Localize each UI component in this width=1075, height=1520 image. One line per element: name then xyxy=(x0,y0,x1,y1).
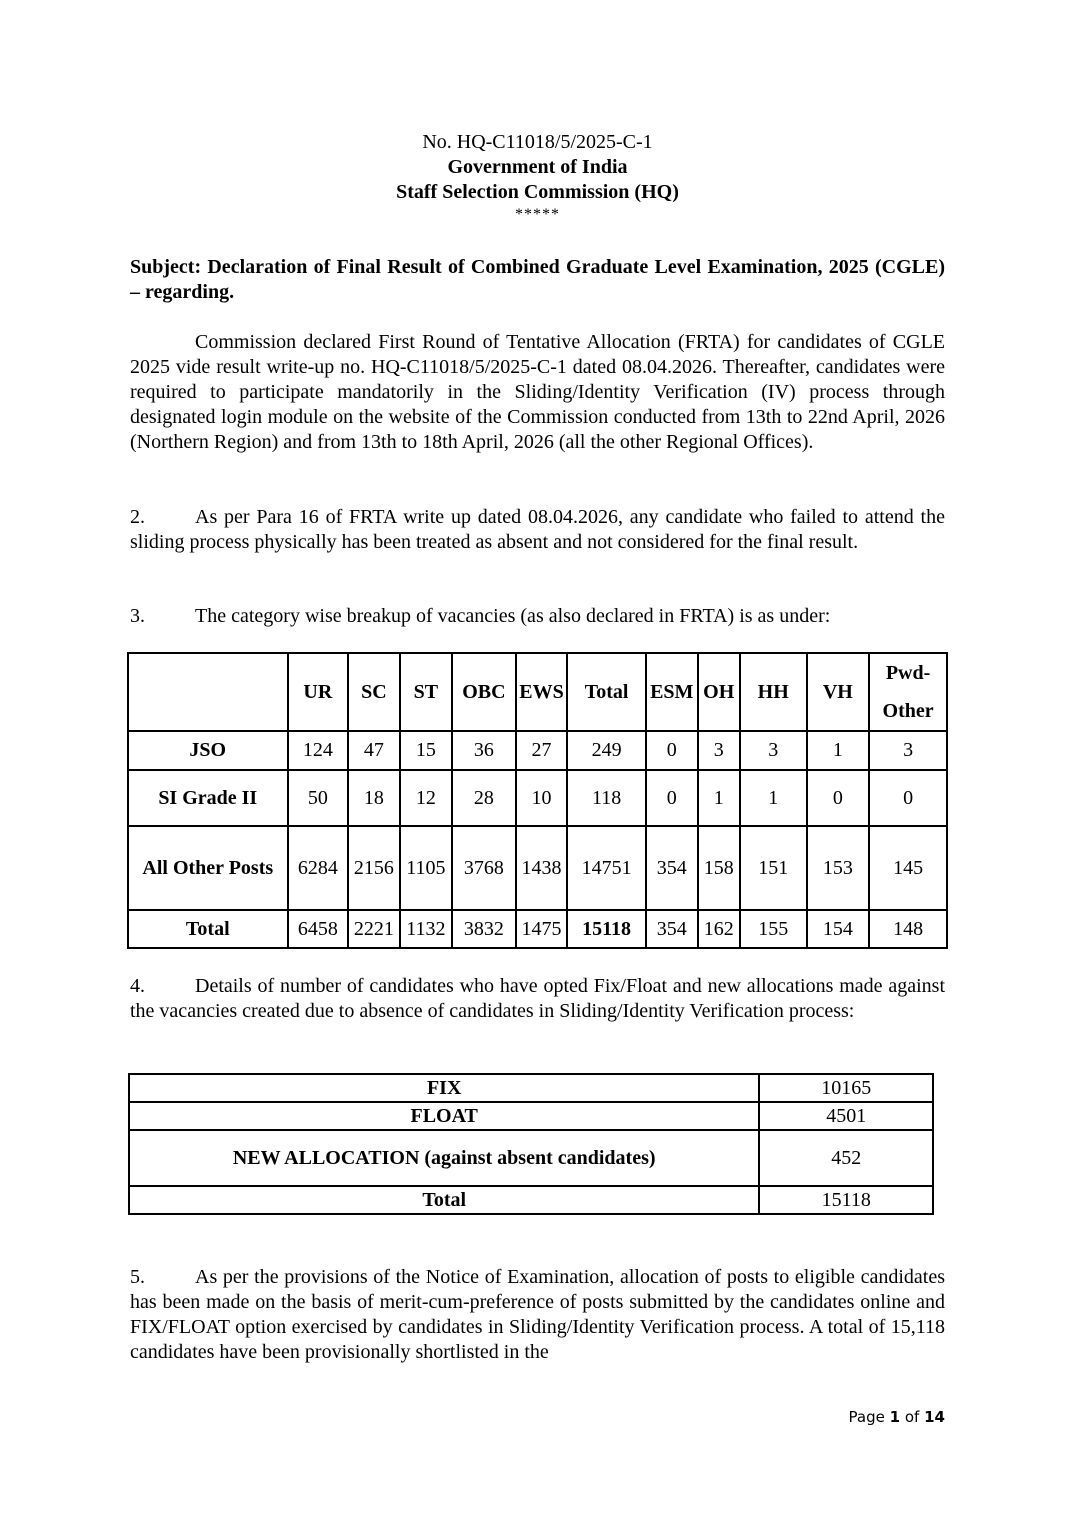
header-cell: HH xyxy=(740,653,807,731)
paragraph-1: Commission declared First Round of Tentative Allocation (FRTA) for candidates of CGLE 2025 vide result write-up no. HQ-C11018/5/2025-C-1 dated 08.04.2026. Thereafter, candidates were required to participate mandatorily in the Sliding/Identity Verification (IV) process through designated login module on the website of the Commission conducted from 13th to 22nd April, 2026 (Northern Region) and from 13th to 18th April, 2026 (all the other Regional Offices). xyxy=(130,331,945,453)
page-word: Page xyxy=(848,1408,885,1426)
count-cell: 4501 xyxy=(759,1102,933,1130)
table-cell: 3 xyxy=(869,731,947,770)
reference-number: No. HQ-C11018/5/2025-C-1 xyxy=(422,131,653,153)
fix-float-table xyxy=(128,1073,934,1215)
table-cell: 3 xyxy=(698,731,740,770)
table-cell: 15118 xyxy=(567,910,646,948)
table-cell: 0 xyxy=(807,770,870,826)
table-cell: 145 xyxy=(869,826,947,910)
table-row xyxy=(129,1130,933,1186)
paragraph-5 xyxy=(130,1265,945,1365)
table-cell: 18 xyxy=(348,770,400,826)
header-cell: OH xyxy=(698,653,740,731)
table-cell: 1438 xyxy=(516,826,568,910)
table-cell: 36 xyxy=(452,731,516,770)
option-label-cell: NEW ALLOCATION (against absent candidates) xyxy=(129,1130,759,1186)
table-cell: 1 xyxy=(698,770,740,826)
table-cell: 12 xyxy=(400,770,453,826)
table-cell: 0 xyxy=(646,770,698,826)
table-cell: 47 xyxy=(348,731,400,770)
row-label-cell: SI Grade II xyxy=(128,770,288,826)
table-cell: 1 xyxy=(807,731,870,770)
table-cell: 27 xyxy=(516,731,568,770)
table-row xyxy=(129,1102,933,1130)
table-cell: 1 xyxy=(740,770,807,826)
header-cell xyxy=(128,653,288,731)
table-cell: 3768 xyxy=(452,826,516,910)
option-label-cell: Total xyxy=(129,1186,759,1214)
table-cell: 154 xyxy=(807,910,870,948)
table-cell: 354 xyxy=(646,910,698,948)
table-row xyxy=(129,1074,933,1102)
table-cell: 155 xyxy=(740,910,807,948)
table-cell: 0 xyxy=(869,770,947,826)
government-heading: Government of India xyxy=(447,156,628,178)
table-cell: 118 xyxy=(567,770,646,826)
table-cell: 6458 xyxy=(288,910,349,948)
table-row xyxy=(128,826,947,910)
table-cell: 10 xyxy=(516,770,568,826)
header-cell: Total xyxy=(567,653,646,731)
table-row xyxy=(129,1186,933,1214)
table-cell: 124 xyxy=(288,731,349,770)
commission-heading: Staff Selection Commission (HQ) xyxy=(396,181,679,203)
paragraph-text: As per the provisions of the Notice of Examination, allocation of posts to eligible candidates has been made on the basis of merit-cum-preference of posts submitted by the candidates online and FIX/FLOAT option exercised by candidates in Sliding/Identity Verification process. A total of 15,118 candidates have been provisionally shortlisted in the xyxy=(130,1266,945,1363)
table-cell: 1105 xyxy=(400,826,453,910)
table-cell: 162 xyxy=(698,910,740,948)
table-cell: 50 xyxy=(288,770,349,826)
header-cell-pwd-other xyxy=(869,653,947,731)
paragraph-number: 3. xyxy=(130,605,145,627)
header-line: Other xyxy=(882,700,934,722)
table-cell: 148 xyxy=(869,910,947,948)
paragraph-number: 4. xyxy=(130,975,145,997)
of-word: of xyxy=(904,1408,920,1426)
total-pages: 14 xyxy=(924,1408,945,1426)
table-cell: 153 xyxy=(807,826,870,910)
table-cell: 2156 xyxy=(348,826,400,910)
header-line: Pwd- xyxy=(885,662,931,684)
subject-line: Subject: Declaration of Final Result of Combined Graduate Level Examination, 2025 (CGLE) – regarding. xyxy=(130,256,945,303)
header-cell: SC xyxy=(348,653,400,731)
table-cell: 2221 xyxy=(348,910,400,948)
table-cell: 3832 xyxy=(452,910,516,948)
table-cell: 158 xyxy=(698,826,740,910)
vacancy-table xyxy=(127,652,948,949)
paragraph-2 xyxy=(130,505,945,555)
table-cell: 249 xyxy=(567,731,646,770)
count-cell: 452 xyxy=(759,1130,933,1186)
header-cell: EWS xyxy=(516,653,568,731)
paragraph-number: 2. xyxy=(130,506,145,528)
page-footer xyxy=(849,1408,945,1426)
separator-stars: ***** xyxy=(515,206,560,223)
row-label-cell: Total xyxy=(128,910,288,948)
table-cell: 15 xyxy=(400,731,453,770)
page-number: 1 xyxy=(889,1408,901,1426)
paragraph-text: Details of number of candidates who have opted Fix/Float and new allocations made against the vacancies created due to absence of candidates in Sliding/Identity Verification process: xyxy=(130,975,945,1022)
table-row xyxy=(128,731,947,770)
table-cell: 28 xyxy=(452,770,516,826)
header-cell: ST xyxy=(400,653,453,731)
paragraph-text: The category wise breakup of vacancies (as also declared in FRTA) is as under: xyxy=(195,605,831,627)
paragraph-3 xyxy=(130,604,945,629)
row-label-cell: JSO xyxy=(128,731,288,770)
row-label-cell: All Other Posts xyxy=(128,826,288,910)
header-cell: ESM xyxy=(646,653,698,731)
paragraph-4 xyxy=(130,974,945,1024)
header-cell: OBC xyxy=(452,653,516,731)
option-label-cell: FIX xyxy=(129,1074,759,1102)
option-label-cell: FLOAT xyxy=(129,1102,759,1130)
table-header-row xyxy=(128,653,947,731)
count-cell: 15118 xyxy=(759,1186,933,1214)
header-cell: UR xyxy=(288,653,349,731)
table-cell: 3 xyxy=(740,731,807,770)
table-cell: 354 xyxy=(646,826,698,910)
table-cell: 0 xyxy=(646,731,698,770)
paragraph-number: 5. xyxy=(130,1266,145,1288)
table-cell: 1475 xyxy=(516,910,568,948)
table-cell: 14751 xyxy=(567,826,646,910)
header-cell: VH xyxy=(807,653,870,731)
count-cell: 10165 xyxy=(759,1074,933,1102)
table-cell: 6284 xyxy=(288,826,349,910)
table-row xyxy=(128,770,947,826)
table-cell: 151 xyxy=(740,826,807,910)
table-row xyxy=(128,910,947,948)
table-cell: 1132 xyxy=(400,910,453,948)
paragraph-text: As per Para 16 of FRTA write up dated 08.04.2026, any candidate who failed to attend the sliding process physically has been treated as absent and not considered for the final result. xyxy=(130,506,945,553)
